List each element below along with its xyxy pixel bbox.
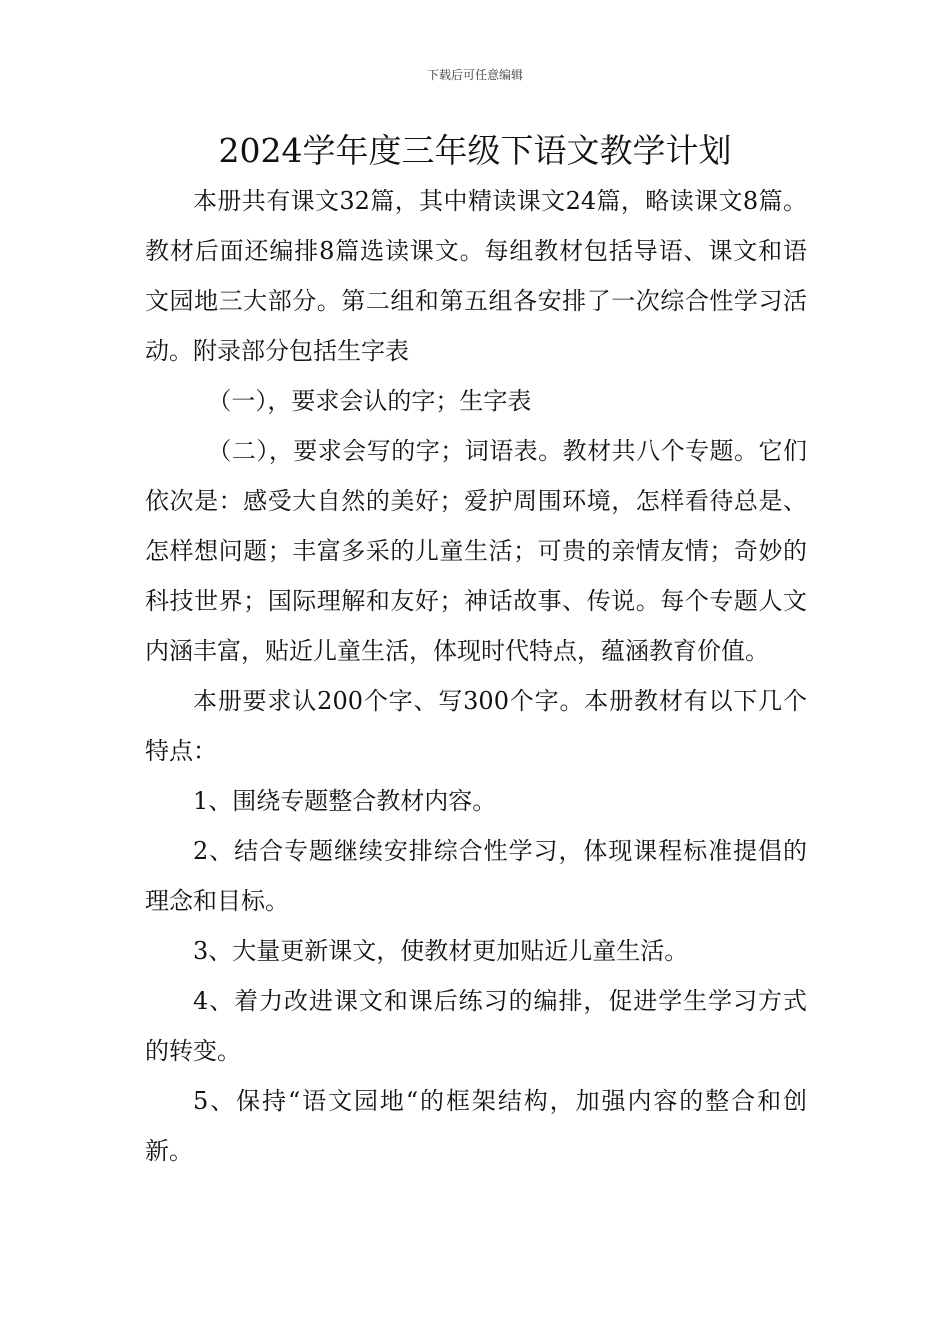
paragraph-requirements: 本册要求认200个字、写300个字。本册教材有以下几个特点： bbox=[145, 687, 807, 765]
paragraph-feature-1: 1、围绕专题整合教材内容。 bbox=[193, 787, 497, 815]
document-body bbox=[145, 176, 807, 1176]
paragraph-overview: 本册共有课文32篇，其中精读课文24篇，略读课文8篇。教材后面还编排8篇选读课文。每组教材包括导语、课文和语文园地三大部分。第二组和第五组各安排了一次综合性学习活动。附录部分包括生字表 bbox=[145, 187, 807, 365]
paragraph-list-two: （二），要求会写的字；词语表。教材共八个专题。它们依次是：感受大自然的美好；爱护周围环境，怎样看待总是、怎样想问题；丰富多采的儿童生活；可贵的亲情友情；奇妙的科技世界；国际理解和友好；神话故事、传说。每个专题人文内涵丰富，贴近儿童生活，体现时代特点，蕴涵教育价值。 bbox=[145, 437, 807, 665]
paragraph-list-one: （一），要求会认的字；生字表 bbox=[207, 387, 532, 415]
paragraph-feature-3: 3、大量更新课文，使教材更加贴近儿童生活。 bbox=[193, 937, 689, 965]
paragraph-feature-4: 4、着力改进课文和课后练习的编排，促进学生学习方式的转变。 bbox=[145, 987, 807, 1065]
document-title: 2024学年度三年级下语文教学计划 bbox=[218, 131, 732, 170]
paragraph-feature-2: 2、结合专题继续安排综合性学习，体现课程标准提倡的理念和目标。 bbox=[145, 837, 807, 915]
page-header-note: 下载后可任意编辑 bbox=[426, 68, 523, 82]
paragraph-feature-5: 5、保持“语文园地“的框架结构，加强内容的整合和创新。 bbox=[145, 1087, 807, 1165]
